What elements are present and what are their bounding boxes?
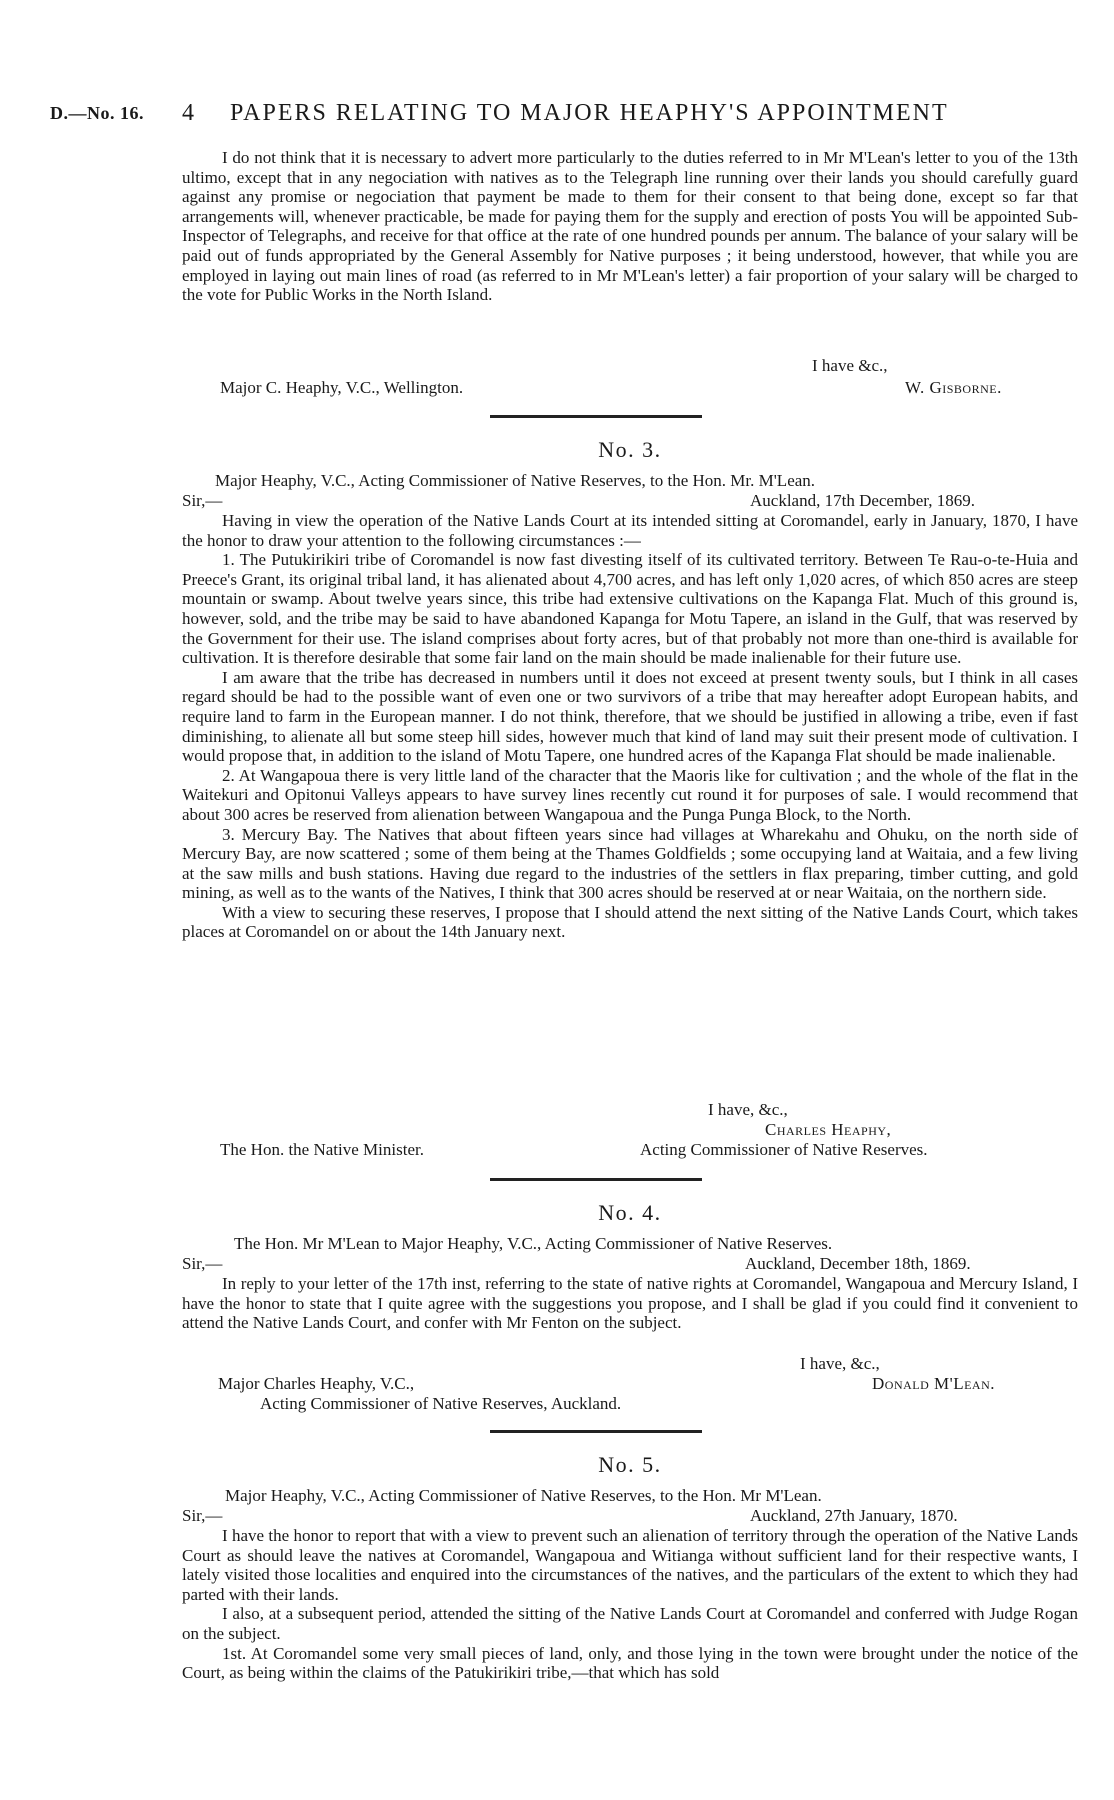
- letter3-paragraph: With a view to securing these reserves, I propose that I should attend the next sitting of the Native Lands Court, which takes places at Coromandel on or about the 14th January next.: [182, 902, 1078, 942]
- letter3-paragraph: 3. Mercury Bay. The Natives that about fifteen years since had villages at Wharekahu and Ohuku, on the north side of Mercury Bay, are now scattered ; some of them being at the Thames Goldfields ; some occupying land at Waitaia, and a few living at the saw mills and bush stations. Having due regard to the industries of the settlers in flax preparing, timber cutting, and gold mining, as well as to the wants of the Natives, I think that 300 acres should be reserved at or near Waitaia, on the northern side.: [182, 824, 1078, 903]
- letter3-body: [182, 511, 1078, 942]
- letter3-salutation: Sir,—: [182, 491, 223, 510]
- letter4-addressee-line1: Major Charles Heaphy, V.C.,: [218, 1374, 415, 1393]
- letter3-signature: Charles Heaphy,: [765, 1120, 892, 1139]
- letter3-signature-title: Acting Commissioner of Native Reserves.: [640, 1140, 928, 1159]
- letter5-place-date: Auckland, 27th January, 1870.: [750, 1506, 958, 1525]
- intro-paragraph: I do not think that it is necessary to advert more particularly to the duties referred to in Mr M'Lean's letter to you of the 13th ultimo, except that in any negociation with natives as to the Telegraph line running over their lands you should carefully guard against any promise or negociation that payment be made to them for their consent to that being done, except so far that arrangements will, whenever practicable, be made for paying them for the supply and erection of posts You will be appointed Sub-Inspector of Telegraphs, and receive for that office at the rate of one hundred pounds per annum. The balance of your salary will be paid out of funds appropriated by the General Assembly for Native purposes ; it being understood, however, that while you are employed in laying out main lines of road (as referred to in Mr M'Lean's letter) a fair proportion of your salary will be charged to the vote for Public Works in the North Island.: [182, 148, 1078, 305]
- letter3-paragraph: I am aware that the tribe has decreased in numbers until it does not exceed at present twenty souls, but I think in all cases regard should be had to the possible want of even one or two survivors of a tribe that may hereafter adopt European habits, and require land to farm in the European manner. I do not think, therefore, that we should be justified in allowing a tribe, even if fast diminishing, to alienate all but some steep hill sides, however much that kind of land may suit their present mode of cultivation. I would propose that, in addition to the island of Motu Tapere, one hundred acres of the Kapanga Flat should be made inalienable.: [182, 667, 1078, 766]
- letter4-place-date: Auckland, December 18th, 1869.: [745, 1254, 971, 1273]
- letter5-salutation: Sir,—: [182, 1506, 223, 1525]
- letter4-closing: I have, &c.,: [800, 1354, 880, 1373]
- document-reference: D.—No. 16.: [50, 103, 144, 123]
- intro-body: [182, 148, 1078, 305]
- letter4-number: No. 4.: [598, 1200, 662, 1225]
- letter5-body: [182, 1526, 1078, 1683]
- letter5-paragraph: 1st. At Coromandel some very small pieces of land, only, and those lying in the town were brought under the notice of the Court, as being within the claims of the Patukirikiri tribe,—that which has sold: [182, 1643, 1078, 1683]
- section-divider: [490, 1178, 702, 1181]
- page-number: 4: [182, 100, 194, 126]
- letter3-number: No. 3.: [598, 437, 662, 462]
- intro-closing: I have &c.,: [812, 356, 888, 375]
- letter5-paragraph: I have the honor to report that with a view to prevent such an alienation of territory through the operation of the Native Lands Court as should leave the natives at Coromandel, Wangapoua and Witianga without sufficient land for their respective wants, I lately visited those localities and enquired into the circumstances of the natives, and the particulars of the extent to which they had parted with their lands.: [182, 1526, 1078, 1604]
- letter3-place-date: Auckland, 17th December, 1869.: [750, 491, 975, 510]
- section-divider: [490, 415, 702, 418]
- letter3-paragraph: 2. At Wangapoua there is very little land of the character that the Maoris like for cultivation ; and the whole of the flat in the Waitekuri and Opitonui Valleys appears to have survey lines recently cut round it for purposes of sale. I would recommend that about 300 acres be reserved from alienation between Wangapoua and the Punga Punga Block, to the North.: [182, 765, 1078, 824]
- letter4-salutation: Sir,—: [182, 1254, 223, 1273]
- letter4-from-to: The Hon. Mr M'Lean to Major Heaphy, V.C., Acting Commissioner of Native Reserves.: [234, 1234, 833, 1253]
- letter5-paragraph: I also, at a subsequent period, attended the sitting of the Native Lands Court at Coromandel and conferred with Judge Rogan on the subject.: [182, 1604, 1078, 1643]
- letter4-paragraph: In reply to your letter of the 17th inst, referring to the state of native rights at Coromandel, Wangapoua and Mercury Island, I have the honor to state that I quite agree with the suggestions you propose, and I shall be glad if you could find it convenient to attend the Native Lands Court, and confer with Mr Fenton on the subject.: [182, 1274, 1078, 1333]
- page-title: PAPERS RELATING TO MAJOR HEAPHY'S APPOINTMENT: [230, 100, 949, 126]
- letter3-paragraph: 1. The Putukirikiri tribe of Coromandel is now fast divesting itself of its cultivated territory. Between Te Rau-o-te-Huia and Preece's Grant, its original tribal land, it has alienated about 4,700 acres, and has left only 1,020 acres, of which 850 acres are steep mountain or swamp. About twelve years since, this tribe had extensive cultivations on the Kapanga Flat. Much of this ground is, however, sold, and the tribe may be said to have abandoned Kapanga for Motu Tapere, an island in the Gulf, that was reserved by the Government for their use. The island comprises about forty acres, but of that probably not more than one-third is available for cultivation. It is therefore desirable that some fair land on the main should be made inalienable for their future use.: [182, 550, 1078, 668]
- letter3-from-to: Major Heaphy, V.C., Acting Commissioner of Native Reserves, to the Hon. Mr. M'Lean.: [215, 471, 816, 490]
- letter4-body: [182, 1274, 1078, 1333]
- letter3-addressee: The Hon. the Native Minister.: [220, 1140, 424, 1159]
- letter5-number: No. 5.: [598, 1452, 662, 1477]
- letter3-paragraph: Having in view the operation of the Native Lands Court at its intended sitting at Coromandel, early in January, 1870, I have the honor to draw your attention to the following circumstances :—: [182, 511, 1078, 550]
- letter4-addressee-line2: Acting Commissioner of Native Reserves, Auckland.: [260, 1394, 622, 1413]
- intro-addressee: Major C. Heaphy, V.C., Wellington.: [220, 378, 464, 397]
- section-divider: [490, 1430, 702, 1433]
- letter5-from-to: Major Heaphy, V.C., Acting Commissioner of Native Reserves, to the Hon. Mr M'Lean.: [225, 1486, 822, 1505]
- intro-signature: W. Gisborne.: [905, 378, 1002, 397]
- letter3-closing: I have, &c.,: [708, 1100, 788, 1119]
- letter4-signature: Donald M'Lean.: [872, 1374, 995, 1393]
